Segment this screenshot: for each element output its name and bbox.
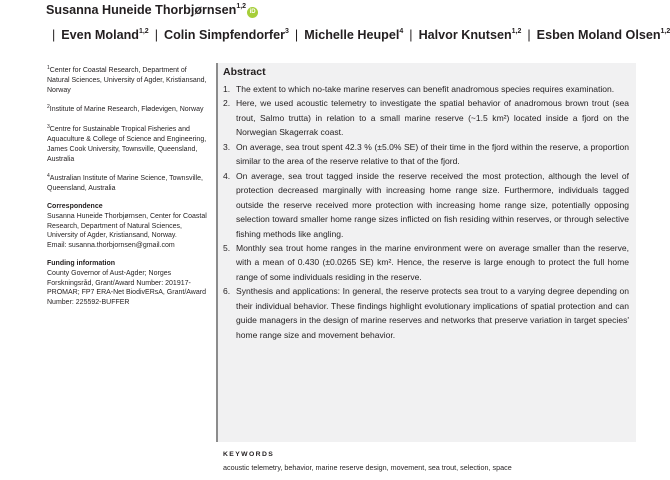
author-name [164,28,289,42]
abstract-list [223,82,629,342]
author-separator: | [527,28,531,42]
orcid-icon[interactable]: iD [247,7,258,18]
affiliation [47,64,207,95]
funding-text: County Governor of Aust-Agder; Norges Forskningsråd, Grant/Award Number: 201917-PROMAR; FP7 ERA-Net BiodivERsA, Grant/Award Number: 225592-BUFFER [47,269,206,307]
author-affiliation-sup: 1,2 [660,28,670,35]
abstract-item [223,284,629,342]
abstract-item-number: 3. [223,141,231,152]
affiliation-text: Centre for Sustainable Tropical Fisheries and Aquaculture & College of Science and Engineering, James Cook University, Townsville, Queensland, Australia [47,126,207,163]
abstract-item-text: Here, we used acoustic telemetry to investigate the spatial behavior of anadromous brown trout (sea trout, Salmo trutta) in relation to a small marine reserve (~1.5 km²) located inside a fjord on the Norwegian Skagerrak coast. [236,98,629,138]
affiliation [47,123,207,164]
abstract-item-number: 2. [223,98,231,109]
abstract-item-text: Monthly sea trout home ranges in the marine environment were on average smaller than the reserve, with a mean of 0.430 (±0.0265 SE) km². Hence, the reserve is large enough to protect the full home range of some individuals residing in the reserve. [236,242,629,282]
abstract-item [223,241,629,284]
abstract-title: Abstract [223,66,266,78]
abstract-item [223,169,629,241]
affiliations [47,64,207,194]
author-name-text: Even Moland [61,28,139,42]
abstract-item-text: The extent to which no-take marine reserves can benefit anadromous species requires examination. [236,84,615,94]
keywords-heading: KEYWORDS [223,451,275,458]
affiliation-number: 1 [47,65,50,71]
abstract-item-number: 4. [223,170,231,181]
funding-heading: Funding information [47,259,116,267]
author-name [46,3,258,17]
abstract-item-text: On average, sea trout tagged inside the reserve received the most protection, although the level of protection decreased marginally with increasing home range size. Furthermore, individuals tagged outside the reserve received more protection with increasing home range size, potentially opposing selection toward smaller home range sizes inflicted on fish residing within reserves, or through selective fishing methods like angling. [236,170,629,239]
author-name [61,28,148,42]
abstract-item [223,96,629,139]
funding-block [47,259,207,308]
keywords: acoustic telemetry, behavior, marine reserve design, movement, sea trout, selection, space [223,463,512,472]
author-affiliation-sup: 1,2 [511,28,522,35]
author-name-text: Colin Simpfendorfer [163,28,286,42]
sidebar [47,64,207,316]
author-separator: | [409,28,413,42]
author-affiliation-sup: 4 [399,28,404,35]
author-affiliation-sup: 1,2 [236,3,247,10]
abstract-item-text: Synthesis and applications: In general, the reserve protects sea trout to a varying degree depending on their individual behavior. These findings highlight evolutionary implications of spatial protection and can guide managers in the design of marine reserves and networks that preserve variation in target species' home range size and movement behavior. [236,286,629,340]
author-affiliation-sup: 3 [285,28,289,35]
author-name [419,28,522,42]
author-name [537,28,670,42]
affiliation [47,172,207,194]
author-name-text: Susanna Huneide Thorbjørnsen [46,3,237,17]
abstract-item-number: 1. [223,84,231,94]
author-affiliation-sup: 1,2 [138,28,149,35]
author-separator: | [294,28,299,42]
affiliation-text: Center for Coastal Research, Department of Natural Sciences, University of Agder, Kristiansand, Norway [47,67,207,94]
author-separator: | [154,28,158,42]
abstract-item [223,82,629,96]
correspondence-email[interactable]: Email: susanna.thorbjornsen@gmail.com [47,242,175,250]
correspondence-heading: Correspondence [47,202,103,210]
correspondence-block [47,202,207,251]
affiliation-number: 3 [47,124,50,131]
abstract-item-text: On average, sea trout spent 42.3 % (±5.0% SE) of their time in the fjord within the reserve, a proportion similar to the area of the reserve relative to that of the fjord. [236,141,629,167]
author-name-text: Michelle Heupel [304,28,400,42]
abstract-item [223,140,629,169]
affiliation [47,103,207,115]
author-list [46,0,670,46]
correspondence-text: Susanna Huneide Thorbjørnsen, Center for Coastal Research, Department of Natural Sciences, University of Agder, Kristiansand, Norway. [47,212,207,240]
affiliation-number: 4 [47,173,50,180]
abstract-item-number: 5. [223,242,231,253]
abstract-item-number: 6. [223,286,231,297]
affiliation-text: Australian Institute of Marine Science, Townsville, Queensland, Australia [47,175,203,193]
author-name-text: Halvor Knutsen [418,28,512,42]
affiliation-number: 2 [47,104,50,111]
author-separator: | [52,28,56,42]
affiliation-text: Institute of Marine Research, Flødevigen, Norway [49,106,204,114]
author-name [304,28,403,42]
author-name-text: Esben Moland Olsen [536,28,661,42]
